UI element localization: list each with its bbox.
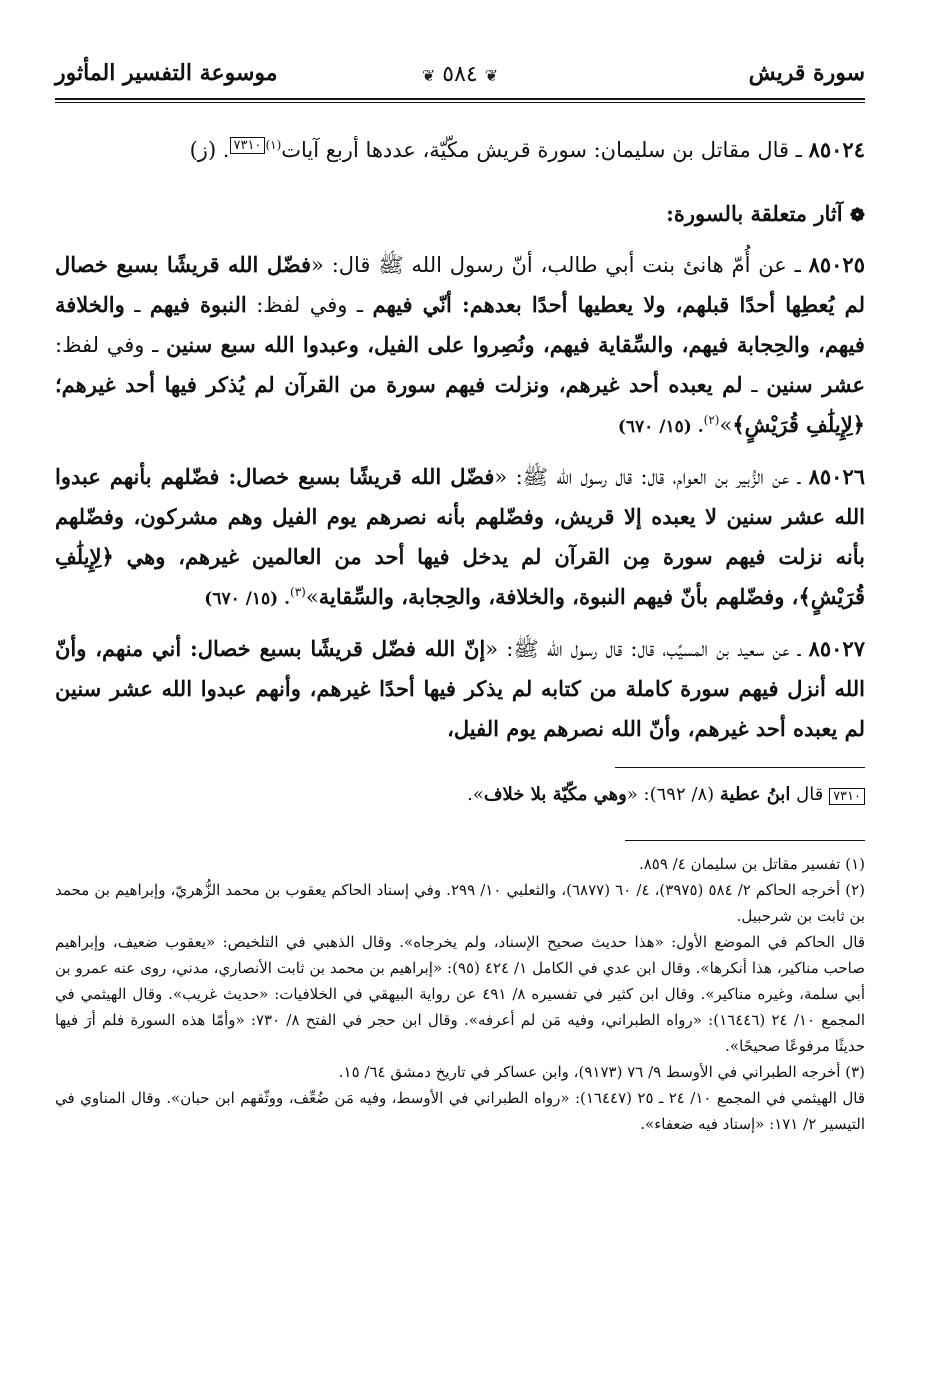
hadith-text: فضّل الله قريشًا بسبع خصال: فضّلهم بأنهم عبدوا الله عشر سنين لا يعبده إلا قريش، وفضّلهم بأنه نصرهم يوم الفيل وهم مشركون، وفضّلهم بأنه نزلت فيهم سورة مِن القرآن لم يدخل فيها أحد من العالمين غيرهم، وهي ﴿لِإِيلَٰفِ قُرَيْشٍ﴾، وفضّلهم بأنّ فيهم النبوة، والخلافة، والحِجابة، والسِّقاية [55,464,865,609]
author-note-rule [615,767,865,768]
hadith-text: عشر سنين [766,372,865,397]
source-reference: . (١٥/ ٦٧٠) [617,417,704,437]
footnote: قال الهيثمي في المجمع ١٠/ ٢٤ ـ ٢٥ (١٦٤٤٧): «رواه الطبراني في الأوسط، وفيه مَن ضُعِّف، ووثّقهم ابن حبان». وقال المناوي في التيسير ٢/ ١٧١: «إسناد فيه ضعفاء». [55,1089,866,1133]
page-number: ٥٨٤ [442,62,478,87]
entry-number: ٨٥٠٢٧ [808,636,865,661]
hadith-text: لم يعبده أحد غيرهم، ونزلت فيهم سورة من القرآن لم يُذكر فيها أحد غيرهم؛ ﴿لِإِيلَٰفِ قُرَيْشٍ﴾ [55,372,865,437]
athar-entry [55,457,865,619]
entry-number: ٨٥٠٢٦ [808,464,866,489]
note-text: قال [790,784,830,805]
footnote-marker: (٣) [290,585,306,599]
hadith-text: إنّ الله فضّل قريشًا بسبع خصال: أني منهم، وأنّ الله أنزل فيهم سورة كاملة من كتابه لم يذكر فيها أحدًا غيرهم، وأنهم عبدوا الله عشر سنين لم يعبده أحد غيرهم، وأنّ الله نصرهم يوم الفيل، [55,636,865,741]
entry-text: ـ عن الزُّبير بن العوام، قال: قال رسول الله ﷺ: « [494,465,809,489]
note-text: ». [467,784,484,805]
note-box-number: ٧٣١٠ [230,137,266,154]
entry-number: ٨٥٠٢٥ [808,252,865,277]
section-title: آثار متعلقة بالسورة: [666,201,843,226]
header-rule-thin [55,102,865,103]
entry-text: ـ عن أُمّ هانئ بنت أبي طالب، أنّ رسول الله ﷺ قال: « [311,253,809,277]
source-reference: . (١٥/ ٦٧٠) [204,589,291,609]
footnote-marker: (٢) [703,413,720,427]
entry-text: » [305,585,319,609]
entry-text: ـ عن سعيد بن المسيِّب، قال: قال رسول الله ﷺ: « [485,637,809,661]
hadith-text: فضّل الله قريشًا بسبع خصال لم يُعطِها أحدًا قبلهم، ولا يعطيها أحدًا بعدهم: أنّي فيهم [55,252,865,317]
page-header [55,60,865,100]
entry-text: ـ [124,293,150,317]
section-heading [55,194,865,235]
footnote-rule [625,840,865,841]
note-text: (٨/ ٦٩٢): « [626,784,720,805]
athar-entry [55,245,865,447]
footnote: قال الحاكم في الموضع الأول: «هذا حديث صحيح الإسناد، ولم يخرجاه». وقال الذهبي في التلخيص: «يعقوب ضعيف، وإبراهيم صاحب مناكير، هذا أنكرها». وقال ابن عدي في الكامل ١/ ٤٢٤ (٩٥): «إبراهيم بن محمد بن ثابت الأنصاري، مدني، روى عنه عمرو بن أبي سلمة، وغيره مناكير». وقال ابن كثير في تفسيره ٨/ ٤٩١ عن رواية البيهقي في الخلافيات: «حديث غريب». وقال الهيثمي في المجمع ١٠/ ٢٤ (١٦٤٤٦): «رواه الطبراني، وفيه مَن لم أعرفه». وقال ابن حجر في الفتح ٨/ ٧٣٠: «وأمّا هذه السورة فلم أرَ فيها حديثًا مرفوعًا صحيحًا». [55,933,866,1055]
header-rule [55,98,865,100]
hadith-text: والخلافة فيهم، والحِجابة فيهم، والسِّقاية فيهم، ونُصِروا على الفيل، وعبدوا الله سبع سنين [55,292,865,357]
entry-tail: . (ز) [189,138,230,162]
document-page [55,60,865,1137]
athar-entry [55,130,865,170]
hadith-text: النبوة فيهم [149,292,247,317]
note-box-number: ٧٣١٠ [829,788,865,805]
athar-entry [55,629,865,749]
entry-text: ـ وفي لفظ: [246,293,373,317]
author-note [55,780,865,810]
footnote: (٢) أخرجه الحاكم ٢/ ٥٨٤ (٣٩٧٥)، ٤/ ٦٠ (٦٨٧٧)، والثعلبي ١٠/ ٢٩٩. وفي إسناد الحاكم يعقوب بن محمد الزُّهريّ، وإبراهيم بن محمد بن ثابت بن شرحبيل. [55,881,865,925]
note-author: ابنُ عطية [719,784,791,805]
running-head-surah: سورة قريش [748,60,865,86]
entry-text: ـ [742,373,767,397]
entry-text: ـ قال مقاتل بن سليمان: سورة قريش مكّيّة، عددها أربع آيات [281,138,809,162]
main-text [55,130,865,749]
footnote: (١) تفسير مقاتل بن سليمان ٤/ ٨٥٩. [638,855,865,873]
ornament-icon: ❦ [421,66,436,85]
footnotes [55,851,865,1137]
entry-text: ـ وفي لفظ: [55,333,167,357]
entry-text: » [719,413,733,437]
footnote-marker: (١) [265,138,282,152]
footnote: (٣) أخرجه الطبراني في الأوسط ٩/ ٧٦ (٩١٧٣)، وابن عساكر في تاريخ دمشق ٦٤/ ١٥. [338,1063,865,1081]
running-head-book: موسوعة التفسير المأثور [55,60,278,86]
ornament-icon: ❦ [484,66,499,85]
flower-icon: ❁ [849,205,865,226]
entry-number: ٨٥٠٢٤ [808,137,865,162]
note-quote: وهي مكّيّة بلا خلاف [483,784,627,805]
